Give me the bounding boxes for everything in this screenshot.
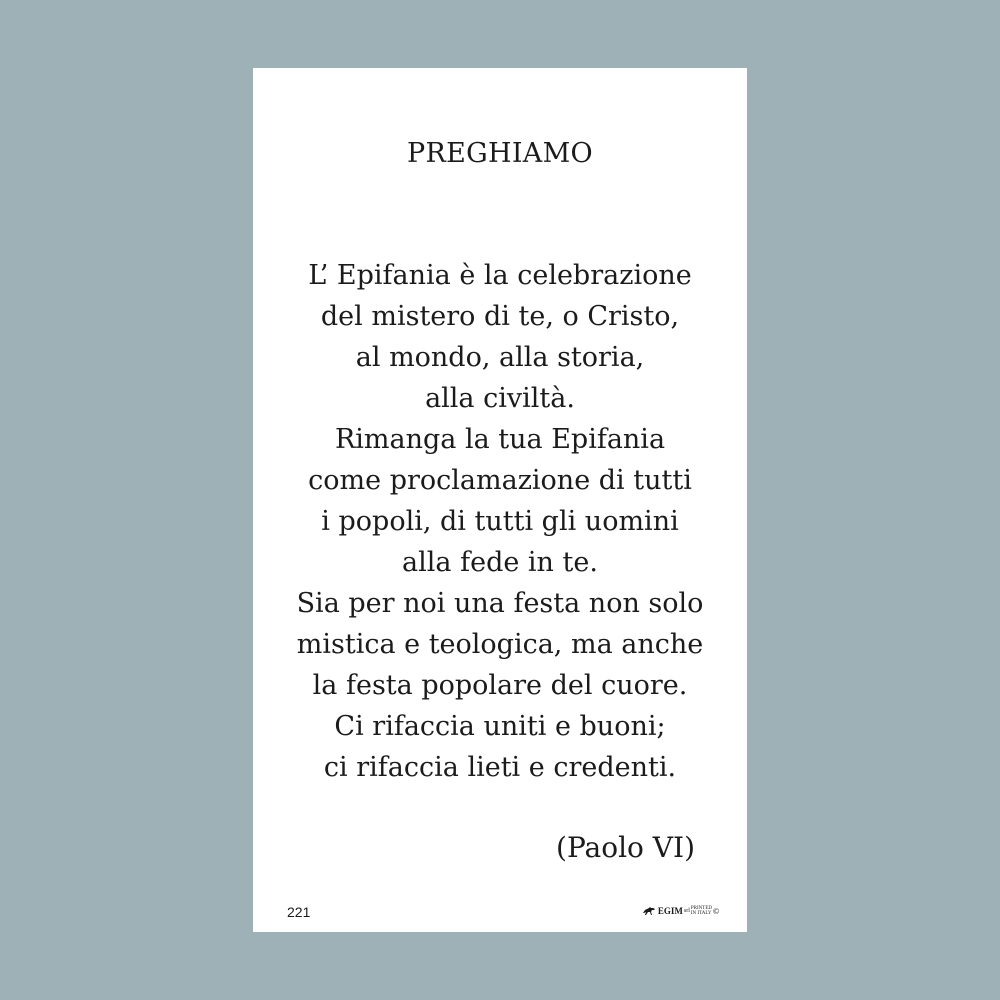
prayer-line: L’ Epifania è la celebrazione: [308, 260, 692, 291]
prayer-line: come proclamazione di tutti: [308, 465, 692, 496]
prayer-line: Sia per noi una festa non solo: [296, 588, 704, 619]
publisher-name: EGIM: [657, 906, 683, 916]
prayer-line: alla civiltà.: [425, 383, 575, 414]
prayer-text: [253, 255, 747, 788]
prayer-line: al mondo, alla storia,: [355, 342, 645, 373]
prayer-card: [253, 68, 747, 932]
prayer-line: ci rifaccia lieti e credenti.: [323, 752, 677, 783]
publisher-mark: [642, 906, 719, 916]
horse-rider-icon: [642, 906, 656, 916]
card-number: 221: [287, 904, 311, 920]
printed-in-italy: [691, 906, 712, 916]
in-italy-line: IN ITALY: [690, 911, 712, 916]
prayer-line: Ci rifaccia uniti e buoni;: [334, 711, 666, 742]
card-title: PREGHIAMO: [407, 138, 593, 169]
author-attribution: (Paolo VI): [556, 831, 695, 864]
prayer-line: i popoli, di tutti gli uomini: [321, 506, 679, 537]
copyright-symbol: ©: [713, 906, 719, 916]
prayer-line: la festa popolare del cuore.: [312, 670, 688, 701]
prayer-line: Rimanga la tua Epifania: [334, 424, 666, 455]
prayer-line: mistica e teologica, ma anche: [296, 629, 704, 660]
prayer-line: alla fede in te.: [402, 547, 598, 578]
prayer-line: del mistero di te, o Cristo,: [320, 301, 680, 332]
printed-line: PRINTED: [690, 906, 713, 911]
publisher-suffix: srl: [683, 908, 690, 914]
